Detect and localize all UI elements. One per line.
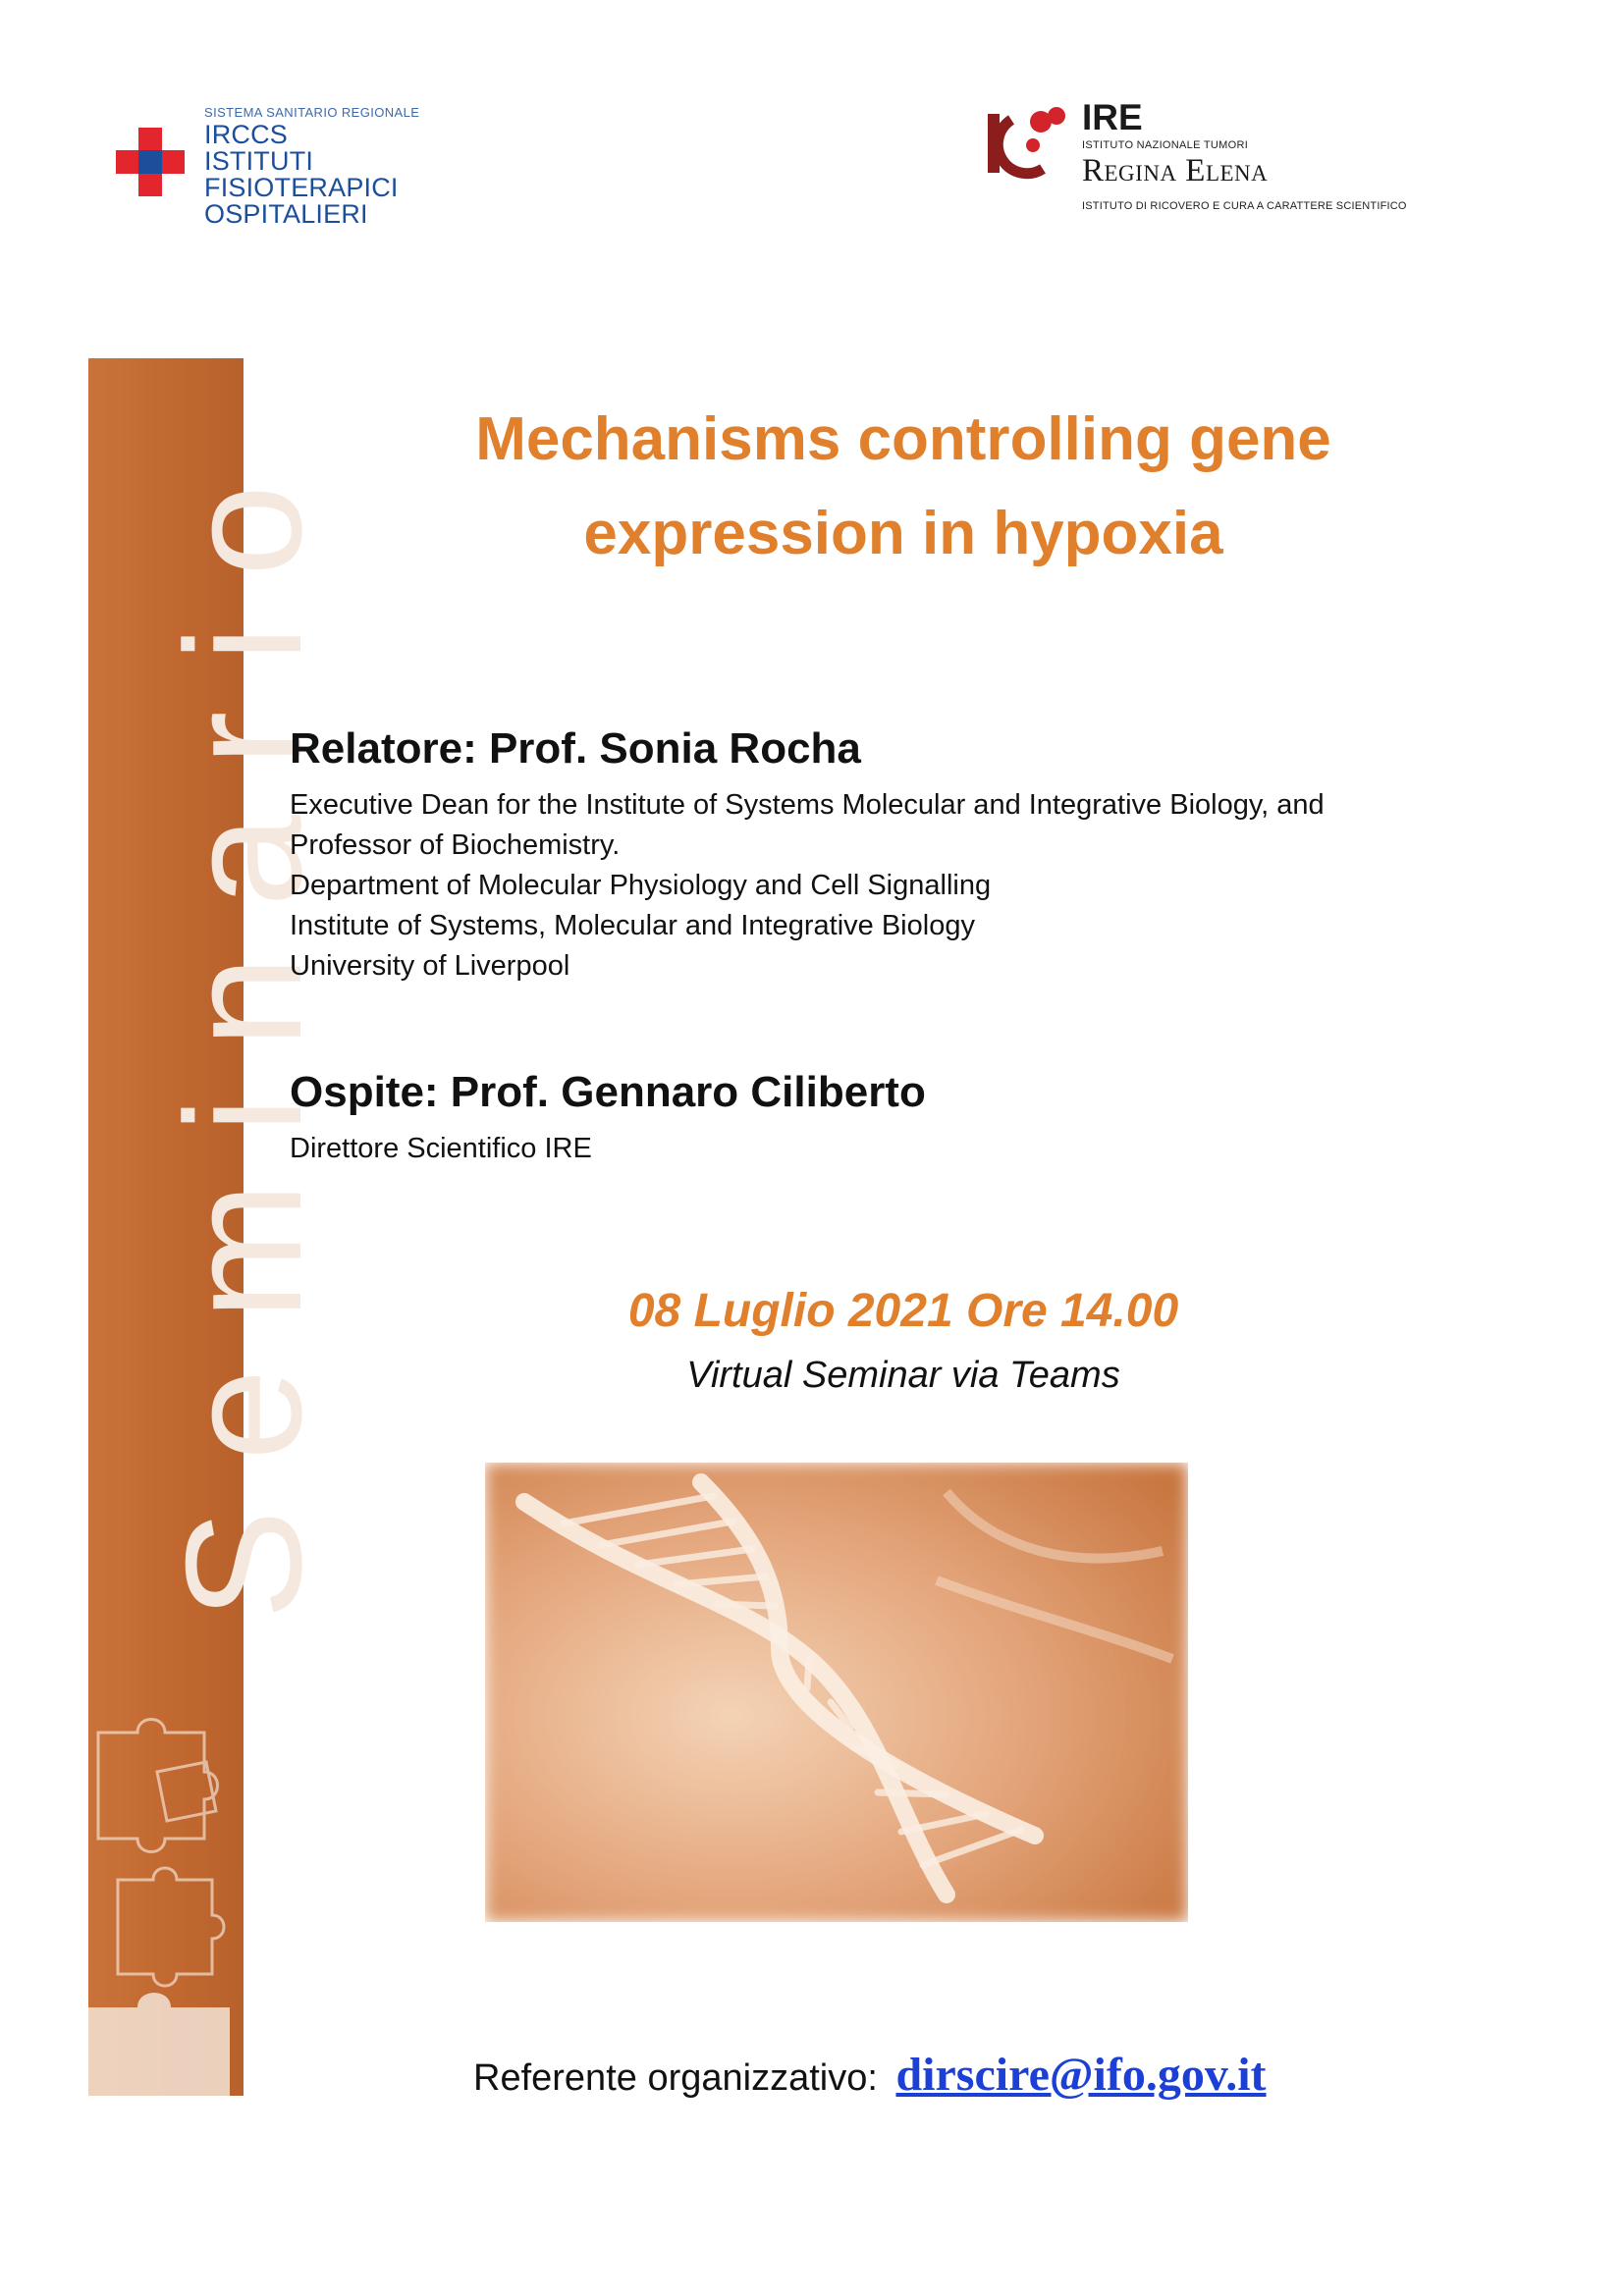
- speaker-line: Professor of Biochemistry.: [290, 829, 621, 861]
- dna-illustration: [485, 1463, 1188, 1922]
- ifo-logo-line0: SISTEMA SANITARIO REGIONALE: [204, 105, 420, 120]
- ifo-logo-line3: OSPITALIERI: [204, 199, 368, 229]
- contact-label: Referente organizzativo:: [473, 2057, 878, 2099]
- ire-line1: ISTITUTO NAZIONALE TUMORI: [1082, 139, 1249, 151]
- speaker-line: Institute of Systems, Molecular and Integrative Biology: [290, 910, 975, 941]
- event-datetime: 08 Luglio 2021 Ore 14.00: [627, 1285, 1179, 1337]
- puzzle-pieces-decoration: [88, 1713, 244, 2096]
- side-band-label: Seminario: [151, 435, 336, 1620]
- ifo-logo: [116, 104, 509, 229]
- ifo-logo-line2: ISTITUTI FISIOTERAPICI: [204, 146, 399, 202]
- ire-line3: ISTITUTO DI RICOVERO E CURA A CARATTERE SCIENTIFICO: [1082, 200, 1407, 212]
- seminar-title-line2: expression in hypoxia: [583, 500, 1223, 567]
- seminar-title-line1: Mechanisms controlling gene: [475, 405, 1331, 473]
- event-mode: Virtual Seminar via Teams: [686, 1355, 1120, 1396]
- red-cross-icon: [116, 128, 185, 196]
- speaker-line: Executive Dean for the Institute of Systems Molecular and Integrative Biology, and: [290, 789, 1325, 821]
- contact-line: [473, 2048, 1267, 2102]
- ire-logo: [986, 98, 1418, 226]
- speaker-line: Department of Molecular Physiology and Cell Signalling: [290, 870, 992, 901]
- ire-line2: Regina Elena: [1082, 153, 1269, 188]
- seminar-title: [324, 393, 1483, 581]
- speaker-affiliation: [290, 785, 1468, 987]
- contact-email-link[interactable]: dirscire@ifo.gov.it: [895, 2049, 1267, 2101]
- host-heading: Ospite: Prof. Gennaro Ciliberto: [290, 1068, 926, 1116]
- speaker-heading: Relatore: Prof. Sonia Rocha: [290, 724, 861, 773]
- speaker-line: University of Liverpool: [290, 950, 570, 982]
- host-role: Direttore Scientifico IRE: [290, 1133, 592, 1164]
- ire-acronym: IRE: [1082, 97, 1143, 137]
- ifo-logo-line1: IRCCS: [204, 120, 289, 149]
- ire-emblem-icon: [986, 100, 1068, 183]
